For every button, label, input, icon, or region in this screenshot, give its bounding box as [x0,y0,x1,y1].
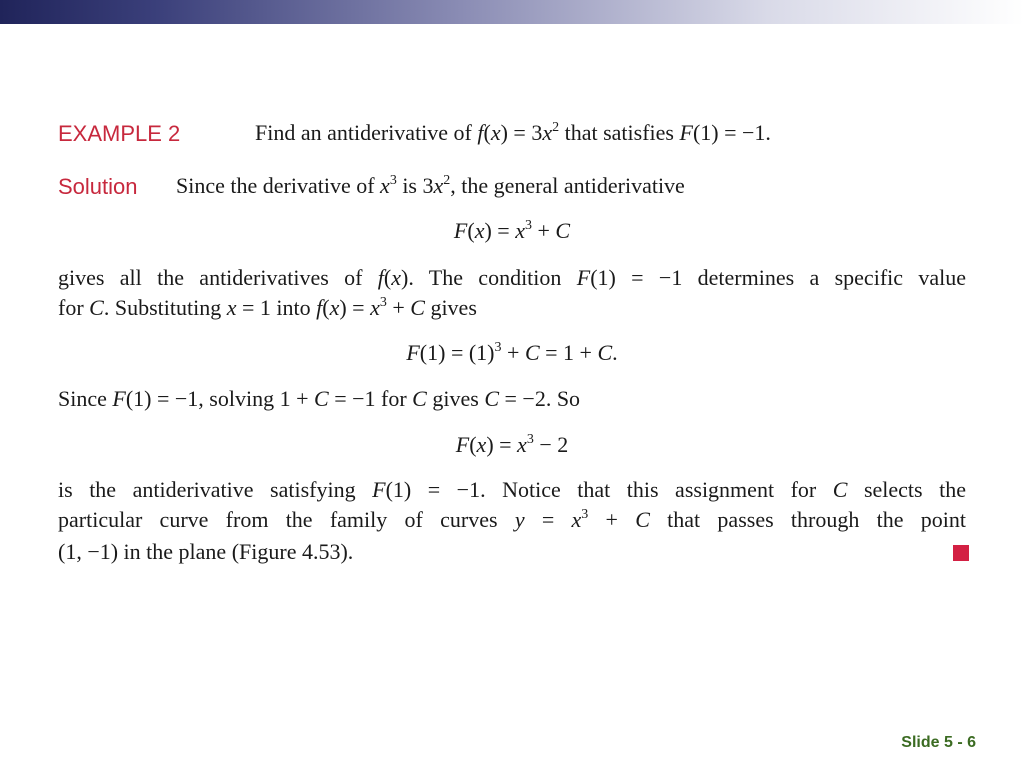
solution-line-1: Since the derivative of $x^3$ is $3x^2$, the general antiderivative [176,173,685,198]
solution-label: Solution [58,174,138,199]
equation-substitution: $F(1) = (1)^3 + C = 1 + C$. [406,340,618,365]
slide-number: Slide 5 - 6 [901,734,976,751]
paragraph-1-line-1: gives all the antiderivatives of f(x). The condition F(1) = −1 determines a specific value [58,265,966,290]
paragraph-2-line-3: (1, −1) in the plane (Figure 4.53). [58,539,354,564]
since-line: Since F(1) = −1, solving 1 + C = −1 for C gives C = −2. So [58,386,581,411]
paragraph-2-line-2: particular curve from the family of curves $y = x^3 + C$ that passes through the point [58,507,966,532]
equation-result: $F(x) = x^3 - 2$ [455,432,569,457]
paragraph-2-line-1: is the antiderivative satisfying F(1) = −1. Notice that this assignment for C selects the [58,477,966,502]
example-label: EXAMPLE 2 [58,121,181,146]
paragraph-1-line-2: for C. Substituting x = 1 into $f(x) = x^3 + C$ gives [58,295,477,320]
top-gradient-bar [0,0,1024,24]
end-of-example-square-icon [953,545,969,561]
equation-general-antiderivative: $F(x) = x^3 + C$ [453,218,571,243]
example-statement: Find an antiderivative of $f(x) = 3x^2$ that satisfies F(1) = −1. [255,120,771,145]
